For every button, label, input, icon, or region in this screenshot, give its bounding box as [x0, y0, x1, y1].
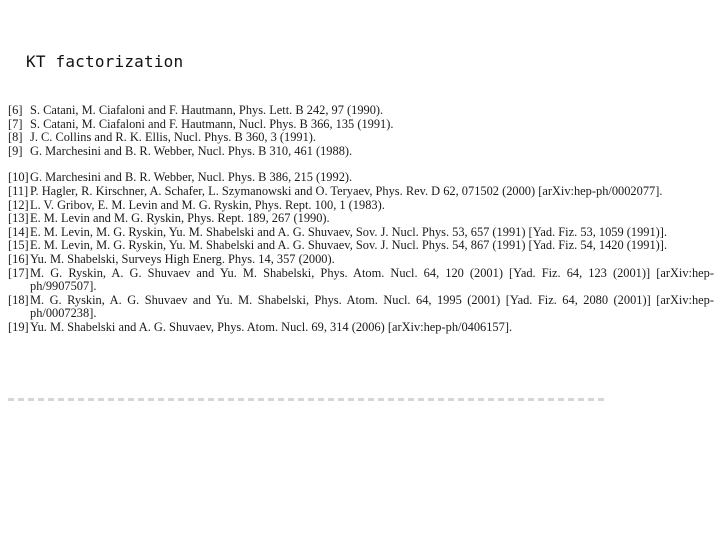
reference-text: S. Catani, M. Ciafaloni and F. Hautmann, Phys. Lett. B 242, 97 (1990). — [30, 103, 384, 117]
reference-item — [8, 226, 714, 240]
reference-list — [8, 104, 714, 335]
reference-text: M. G. Ryskin, A. G. Shuvaev and Yu. M. Shabelski, Phys. Atom. Nucl. 64, 120 (2001) [Yad. Fiz. 64, 123 (2001)] [arXiv:hep-ph/9907507]. — [30, 265, 714, 294]
slide-title: KT factorization — [26, 52, 184, 71]
reference-number: [17] — [8, 265, 29, 280]
reference-number: [12] — [8, 197, 29, 212]
reference-text: E. M. Levin and M. G. Ryskin, Phys. Rept. 189, 267 (1990). — [30, 211, 330, 226]
reference-number: [8] — [8, 130, 23, 145]
reference-number: [19] — [8, 319, 29, 334]
reference-item — [8, 267, 714, 294]
reference-number: [10] — [8, 170, 29, 185]
reference-item — [8, 239, 714, 253]
reference-item — [8, 199, 714, 213]
reference-text: S. Catani, M. Ciafaloni and F. Hautmann, Nucl. Phys. B 366, 135 (1991). — [30, 116, 394, 131]
reference-item — [8, 321, 714, 335]
reference-item — [8, 118, 714, 132]
cropped-edge — [8, 398, 608, 401]
reference-item — [8, 253, 714, 267]
reference-text: G. Marchesini and B. R. Webber, Nucl. Phys. B 386, 215 (1992). — [30, 170, 353, 185]
reference-text: M. G. Ryskin, A. G. Shuvaev and Yu. M. Shabelski, Phys. Atom. Nucl. 64, 1995 (2001) [Yad. Fiz. 64, 2080 (2001)] [arXiv:hep-ph/0007238]. — [30, 292, 714, 321]
reference-number: [15] — [8, 238, 29, 253]
reference-item — [8, 145, 714, 159]
reference-text: L. V. Gribov, E. M. Levin and M. G. Ryskin, Phys. Rept. 100, 1 (1983). — [30, 197, 385, 212]
reference-text: E. M. Levin, M. G. Ryskin, Yu. M. Shabelski and A. G. Shuvaev, Sov. J. Nucl. Phys. 54, 867 (1991) [Yad. Fiz. 54, 1420 (1991)]. — [30, 238, 668, 253]
reference-text: G. Marchesini and B. R. Webber, Nucl. Phys. B 310, 461 (1988). — [30, 143, 353, 158]
reference-text: P. Hagler, R. Kirschner, A. Schafer, L. Szymanowski and O. Teryaev, Phys. Rev. D 62, 071502 (2000) [arXiv:hep-ph/0002077]. — [30, 183, 663, 198]
reference-number: [11] — [8, 183, 29, 198]
reference-number: [18] — [8, 292, 29, 307]
reference-text: Yu. M. Shabelski, Surveys High Energ. Phys. 14, 357 (2000). — [30, 251, 335, 266]
reference-number: [9] — [8, 143, 23, 158]
reference-item — [8, 171, 714, 185]
reference-item — [8, 212, 714, 226]
reference-number: [13] — [8, 211, 29, 226]
reference-number: [14] — [8, 224, 29, 239]
reference-item — [8, 131, 714, 145]
reference-number: [6] — [8, 103, 23, 117]
reference-item — [8, 104, 714, 118]
reference-text: E. M. Levin, M. G. Ryskin, Yu. M. Shabelski and A. G. Shuvaev, Sov. J. Nucl. Phys. 53, 657 (1991) [Yad. Fiz. 53, 1059 (1991)]. — [30, 224, 668, 239]
reference-number: [16] — [8, 251, 29, 266]
reference-item — [8, 294, 714, 321]
reference-text: Yu. M. Shabelski and A. G. Shuvaev, Phys. Atom. Nucl. 69, 314 (2006) [arXiv:hep-ph/0406157]. — [30, 319, 513, 334]
reference-text: J. C. Collins and R. K. Ellis, Nucl. Phys. B 360, 3 (1991). — [30, 130, 317, 145]
reference-number: [7] — [8, 116, 23, 131]
reference-item — [8, 185, 714, 199]
